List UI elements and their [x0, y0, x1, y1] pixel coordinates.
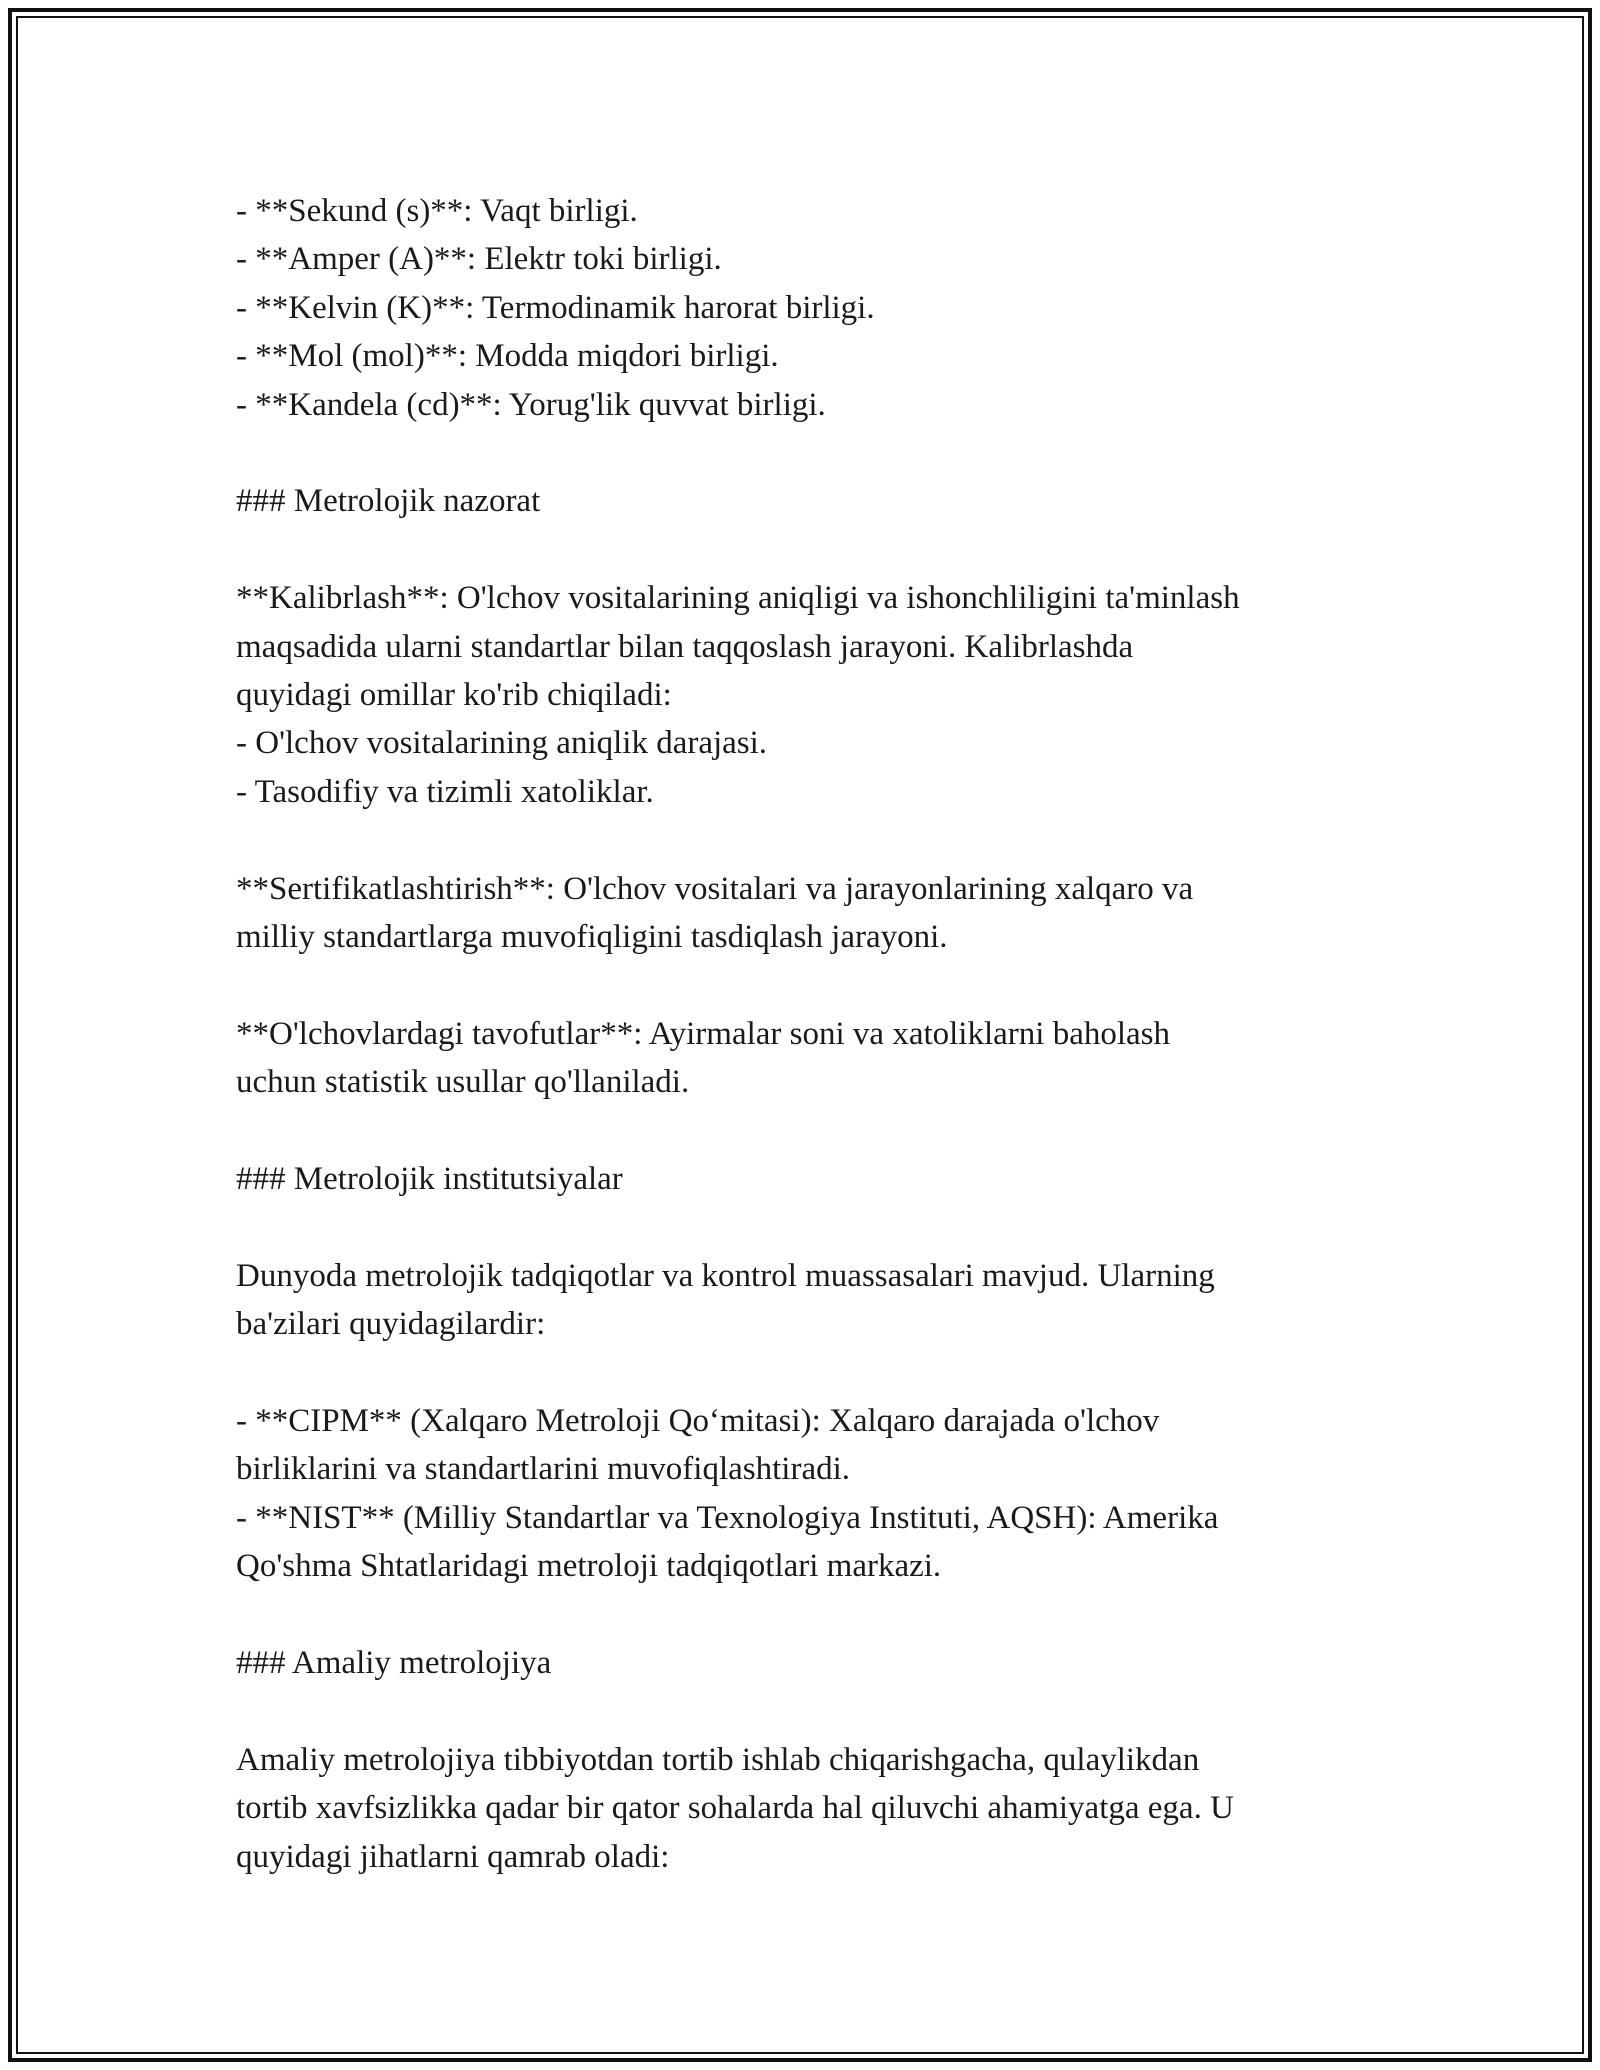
blank-line — [236, 429, 1366, 477]
blank-line — [236, 961, 1366, 1009]
text-line: - **Mol (mol)**: Modda miqdori birligi. — [236, 338, 779, 375]
text-line: birliklarini va standartlarini muvofiqlashtiradi. — [236, 1451, 851, 1488]
text-line: milliy standartlarga muvofiqligini tasdiqlash jarayoni. — [236, 919, 948, 956]
section-heading: ### Amaliy metrolojiya — [236, 1645, 552, 1682]
text-line: quyidagi omillar ko'rib chiqiladi: — [236, 677, 672, 714]
text-line: - O'lchov vositalarining aniqlik darajasi. — [236, 725, 768, 762]
text-line: - Tasodifiy va tizimli xatoliklar. — [236, 773, 654, 810]
blank-line — [236, 1591, 1366, 1639]
text-line: - **Kelvin (K)**: Termodinamik harorat birligi. — [236, 289, 875, 326]
text-line: **O'lchovlardagi tavofutlar**: Ayirmalar soni va xatoliklarni baholash — [236, 1015, 1171, 1052]
text-line: ba'zilari quyidagilardir: — [236, 1306, 546, 1343]
text-line: uchun statistik usullar qo'llaniladi. — [236, 1064, 690, 1101]
blank-line — [236, 526, 1366, 574]
text-line: - **Kandela (cd)**: Yorug'lik quvvat birligi. — [236, 386, 826, 423]
text-line: Dunyoda metrolojik tadqiqotlar va kontrol muassasalari mavjud. Ularning — [236, 1257, 1215, 1294]
text-line: - **Sekund (s)**: Vaqt birligi. — [236, 193, 638, 229]
blank-line — [236, 1203, 1366, 1251]
document-body — [236, 187, 1366, 1881]
section-heading: ### Metrolojik institutsiyalar — [236, 1161, 623, 1198]
text-line: - **NIST** (Milliy Standartlar va Texnologiya Instituti, AQSH): Amerika — [236, 1499, 1219, 1536]
text-line: - **Amper (A)**: Elektr toki birligi. — [236, 241, 722, 278]
text-line: quyidagi jihatlarni qamrab oladi: — [236, 1838, 670, 1875]
blank-line — [236, 1349, 1366, 1397]
text-line: - **CIPM** (Xalqaro Metroloji Qo‘mitasi): Xalqaro darajada o'lchov — [236, 1403, 1160, 1440]
text-line: **Sertifikatlashtirish**: O'lchov vositalari va jarayonlarining xalqaro va — [236, 870, 1194, 907]
text-line: maqsadida ularni standartlar bilan taqqoslash jarayoni. Kalibrlashda — [236, 628, 1134, 665]
blank-line — [236, 1687, 1366, 1735]
section-heading: ### Metrolojik nazorat — [236, 483, 541, 520]
blank-line — [236, 1107, 1366, 1155]
blank-line — [236, 816, 1366, 864]
text-line: **Kalibrlash**: O'lchov vositalarining aniqligi va ishonchliligini ta'minlash — [236, 580, 1240, 617]
text-line: Qo'shma Shtatlaridagi metroloji tadqiqotlari markazi. — [236, 1548, 942, 1585]
text-line: tortib xavfsizlikka qadar bir qator sohalarda hal qiluvchi ahamiyatga ega. U — [236, 1790, 1234, 1827]
text-line: Amaliy metrolojiya tibbiyotdan tortib ishlab chiqarishgacha, qulaylikdan — [236, 1741, 1200, 1778]
